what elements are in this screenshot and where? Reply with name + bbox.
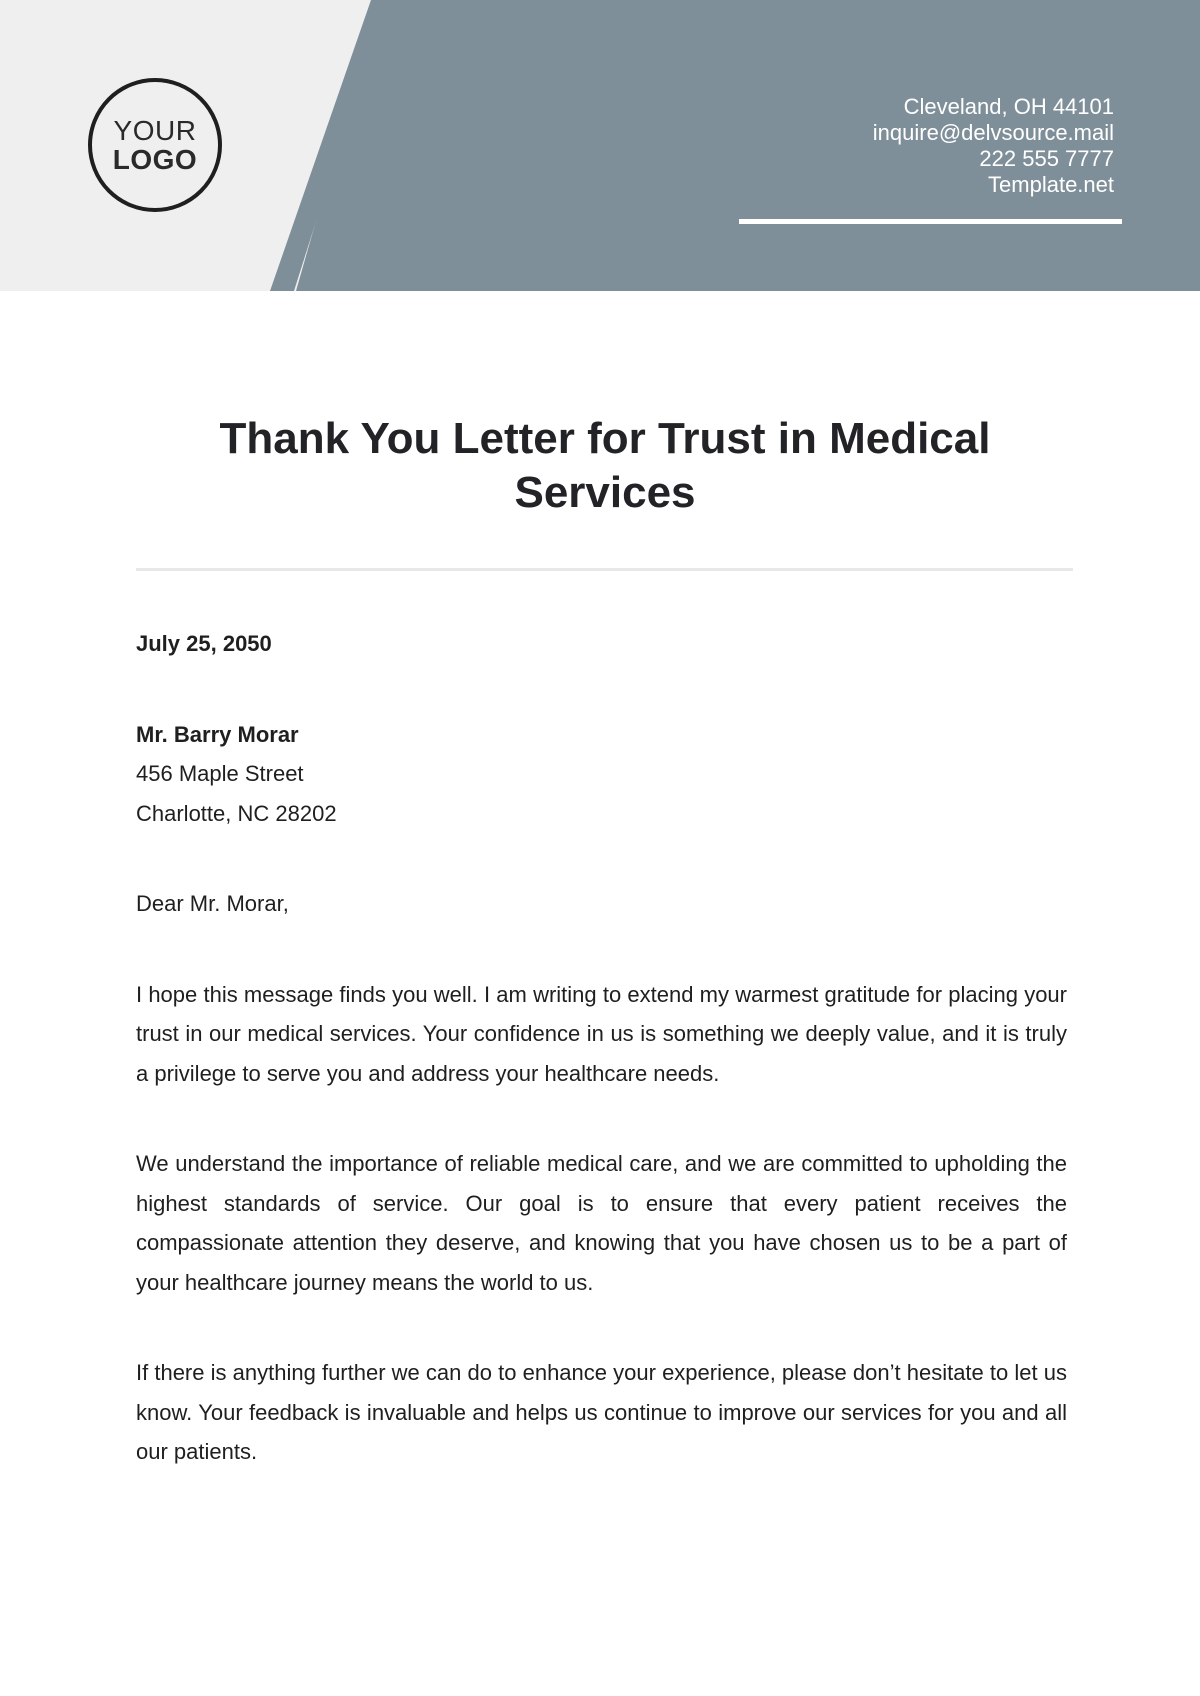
body-paragraph-2: We understand the importance of reliable medical care, and we are committed to upholding the highest standards of service. Our goal is to ensure that every patient receives the compassionate attention they deserve, and knowing that you have chosen us to be a part of your healthcare journey means the world to us. [136,1151,1067,1295]
contact-block [873,94,1114,198]
salutation: Dear Mr. Morar, [136,891,289,916]
letter-body [136,624,1067,1472]
company-logo [88,78,222,212]
contact-city: Cleveland, OH 44101 [903,94,1114,119]
body-paragraph-1: I hope this message finds you well. I am writing to extend my warmest gratitude for placing your trust in our medical services. Your confidence in us is something we deeply value, and it is truly a privilege to serve you and address your healthcare needs. [136,981,1067,1086]
letter-title: Thank You Letter for Trust in Medical Services [219,414,991,517]
recipient-city: Charlotte, NC 28202 [136,800,337,826]
title-divider [136,568,1073,571]
recipient-street: 456 Maple Street [136,761,304,786]
header-contact-rule [739,219,1122,224]
recipient-address [136,715,1067,834]
body-paragraph-3: If there is anything further we can do to enhance your experience, please don’t hesitate to let us know. Your feedback is invaluable and helps us continue to improve our services for you and all our patients. [136,1360,1067,1464]
logo-line-1: YOUR [113,114,197,146]
contact-phone: 222 555 7777 [979,146,1114,171]
contact-email: inquire@delvsource.mail [872,120,1114,145]
recipient-name: Mr. Barry Morar [136,721,299,747]
letterhead-header [0,0,1200,291]
letter-date: July 25, 2050 [136,631,272,656]
logo-line-2: LOGO [112,144,198,175]
contact-website: Template.net [988,172,1114,197]
